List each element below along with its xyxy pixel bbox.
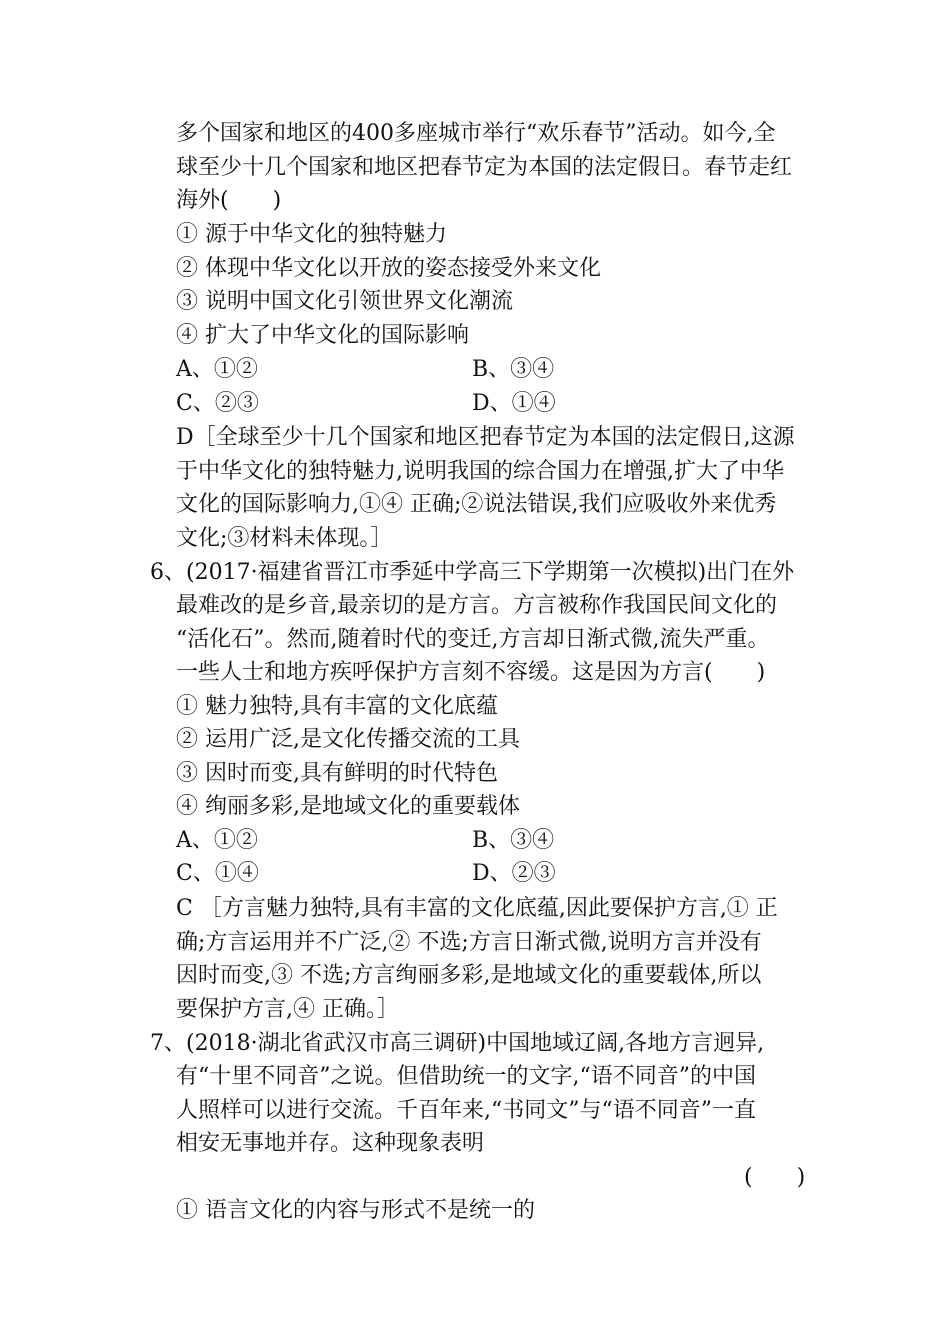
q6-stem-line: 一些人士和地方疾呼保护方言刻不容缓。这是因为方言( ) — [176, 660, 766, 685]
q6-answer-line: C ［方言魅力独特,具有丰富的文化底蕴,因此要保护方言,① 正 — [176, 896, 778, 921]
q7-option: ① 语言文化的内容与形式不是统一的 — [176, 1198, 535, 1223]
q5-answer-line: D［全球至少十几个国家和地区把春节定为本国的法定假日,这源 — [176, 425, 795, 450]
q5-choice-a: A、①② — [176, 357, 258, 382]
q6-answer-line: 要保护方言,④ 正确。］ — [176, 997, 399, 1022]
q7-stem-line: 有“十里不同音”之说。但借助统一的文字,“语不同音”的中国 — [176, 1064, 756, 1089]
q6-choice-d: D、②③ — [472, 861, 556, 886]
q7-stem-line: 7、(2018·湖北省武汉市高三调研)中国地域辽阔,各地方言迥异, — [150, 1031, 765, 1056]
q5-choice-b: B、③④ — [472, 357, 555, 382]
q6-stem-line: 最难改的是乡音,最亲切的是方言。方言被称作我国民间文化的 — [176, 593, 777, 618]
q6-option: ③ 因时而变,具有鲜明的时代特色 — [176, 761, 498, 786]
q6-option: ① 魅力独特,具有丰富的文化底蕴 — [176, 694, 498, 719]
q6-choice-b: B、③④ — [472, 828, 555, 853]
q6-option: ④ 绚丽多彩,是地域文化的重要载体 — [176, 794, 520, 819]
q5-stem-line: 海外( ) — [176, 188, 282, 213]
q5-option: ④ 扩大了中华文化的国际影响 — [176, 323, 469, 348]
q5-stem-line: 多个国家和地区的400多座城市举行“欢乐春节”活动。如今,全 — [176, 121, 776, 146]
q5-answer-line: 于中华文化的独特魅力,说明我国的综合国力在增强,扩大了中华 — [176, 459, 784, 484]
q6-answer-line: 因时而变,③ 不选;方言绚丽多彩,是地域文化的重要载体,所以 — [176, 963, 762, 988]
q5-stem-line: 球至少十几个国家和地区把春节定为本国的法定假日。春节走红 — [176, 155, 793, 180]
q5-answer-line: 文化;③材料未体现。］ — [176, 526, 393, 551]
q6-stem-line: “活化石”。然而,随着时代的变迁,方言却日渐式微,流失严重。 — [176, 627, 770, 652]
q5-option: ① 源于中华文化的独特魅力 — [176, 222, 447, 247]
q5-option: ② 体现中华文化以开放的姿态接受外来文化 — [176, 256, 601, 281]
q7-stem-line: 相安无事地并存。这种现象表明 — [176, 1131, 485, 1156]
q7-answer-paren: ( ) — [744, 1165, 806, 1190]
q6-choice-c: C、①④ — [176, 861, 259, 886]
q5-choice-d: D、①④ — [472, 391, 556, 416]
q5-option: ③ 说明中国文化引领世界文化潮流 — [176, 289, 513, 314]
q5-choice-c: C、②③ — [176, 391, 259, 416]
q6-answer-line: 确;方言运用并不广泛,② 不选;方言日渐式微,说明方言并没有 — [176, 930, 762, 955]
q5-answer-line: 文化的国际影响力,①④ 正确;②说法错误,我们应吸收外来优秀 — [176, 492, 777, 517]
q6-option: ② 运用广泛,是文化传播交流的工具 — [176, 727, 520, 752]
q7-stem-line: 人照样可以进行交流。千百年来,“书同文”与“语不同音”一直 — [176, 1098, 756, 1123]
q6-choice-a: A、①② — [176, 828, 258, 853]
q6-stem-line: 6、(2017·福建省晋江市季延中学高三下学期第一次模拟)出门在外 — [150, 560, 795, 585]
